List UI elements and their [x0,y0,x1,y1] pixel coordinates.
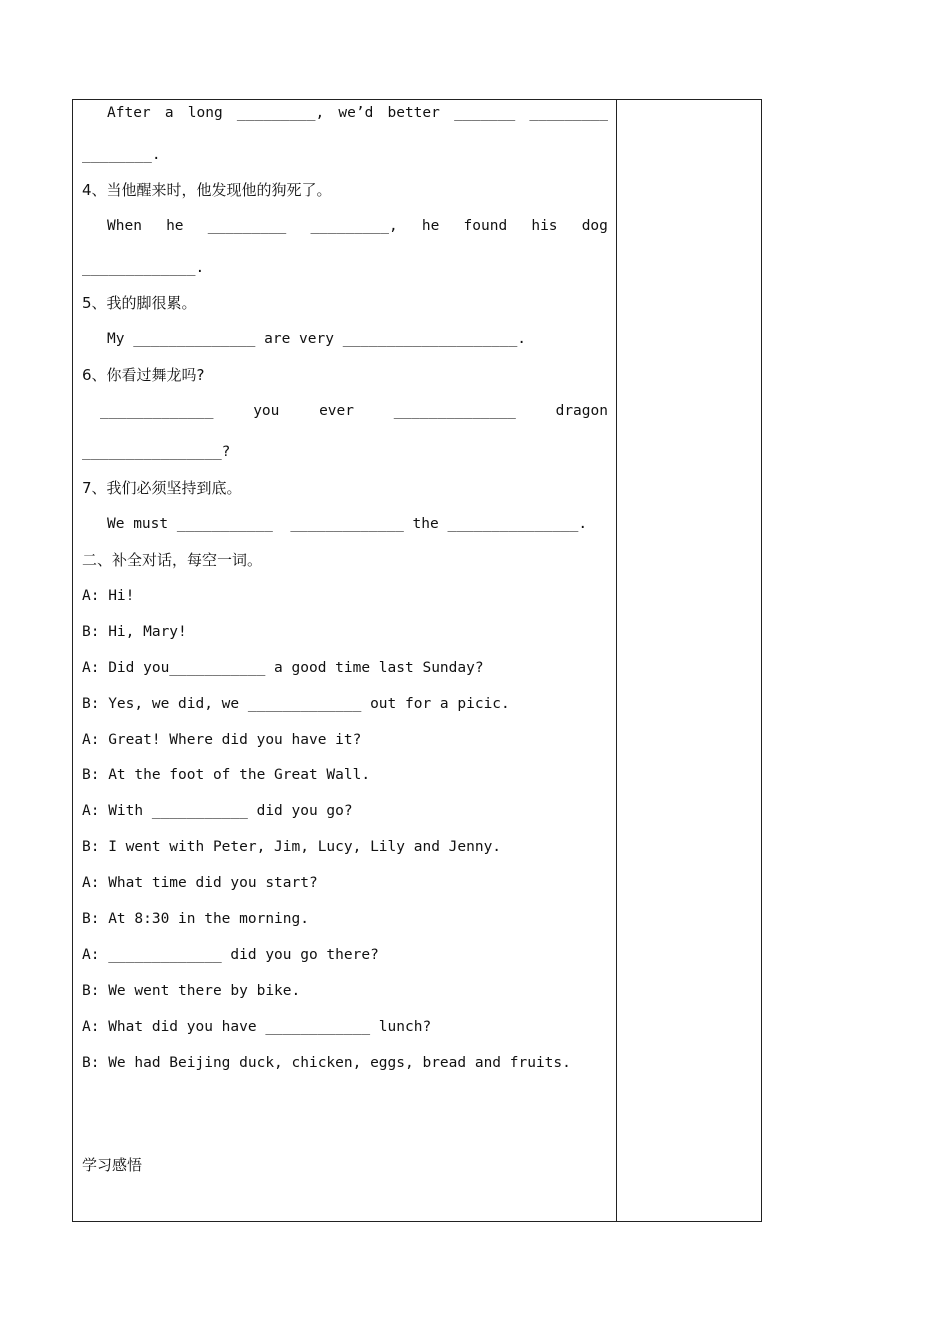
dialog-line: A: Great! Where did you have it? [82,732,362,748]
dialog-line: B: We had Beijing duck, chicken, eggs, bread and fruits. [82,1055,571,1071]
word: dog [581,218,608,234]
question-6-sentence [100,401,608,421]
answer-blank-continuation[interactable]: _____________. [82,260,205,276]
word: long [187,105,223,121]
dialog-line: A: What time did you start? [82,875,318,891]
answer-blank[interactable]: _________ [207,218,287,234]
dialog-line: A: Did you___________ a good time last Sunday? [82,660,484,676]
answer-blank[interactable]: _______ [454,105,516,121]
dialog-line: A: What did you have ____________ lunch? [82,1019,432,1035]
question-7-sentence: We must ___________ _____________ the _______________. [107,516,588,532]
section-2-title: 二、补全对话，每空一词。 [82,551,263,569]
answer-blank[interactable]: _________, [236,105,325,121]
word: better [387,105,440,121]
dialog-line: A: Hi! [82,588,135,604]
question-6-prompt: 6、你看过舞龙吗? [82,366,205,384]
word: found [463,218,508,234]
reflection-label: 学习感悟 [82,1156,143,1174]
dialog-line: B: At 8:30 in the morning. [82,911,309,927]
dialog-line: B: At the foot of the Great Wall. [82,767,371,783]
word: he [166,218,184,234]
column-divider [616,99,617,1222]
question-5-prompt: 5、我的脚很累。 [82,294,197,312]
dialog-line: B: We went there by bike. [82,983,301,999]
sentence-line-after [107,103,608,123]
dialog-line: B: I went with Peter, Jim, Lucy, Lily and Jenny. [82,839,502,855]
word: a [164,105,174,121]
word: we’d [338,105,374,121]
word: his [531,218,558,234]
question-4-prompt: 4、当他醒来时，他发现他的狗死了。 [82,181,332,199]
word: he [421,218,440,234]
word: dragon [555,403,608,419]
answer-blank[interactable]: _________ [529,105,608,121]
answer-blank[interactable]: _____________ [100,403,214,419]
question-4-sentence [107,216,608,236]
dialog-line: B: Yes, we did, we _____________ out for a picic. [82,696,510,712]
word: After [107,105,151,121]
question-7-prompt: 7、我们必须坚持到底。 [82,479,242,497]
word: ever [319,403,354,419]
dialog-line: A: With ___________ did you go? [82,803,353,819]
answer-blank[interactable]: _________, [310,218,398,234]
answer-blank-continuation[interactable]: ________. [82,147,161,163]
answer-blank-continuation[interactable]: ________________? [82,444,231,460]
answer-blank[interactable]: ______________ [393,403,516,419]
word: When [107,218,142,234]
dialog-line: A: _____________ did you go there? [82,947,379,963]
question-5-sentence: My ______________ are very ____________________. [107,331,527,347]
dialog-line: B: Hi, Mary! [82,624,187,640]
word: you [253,403,280,419]
